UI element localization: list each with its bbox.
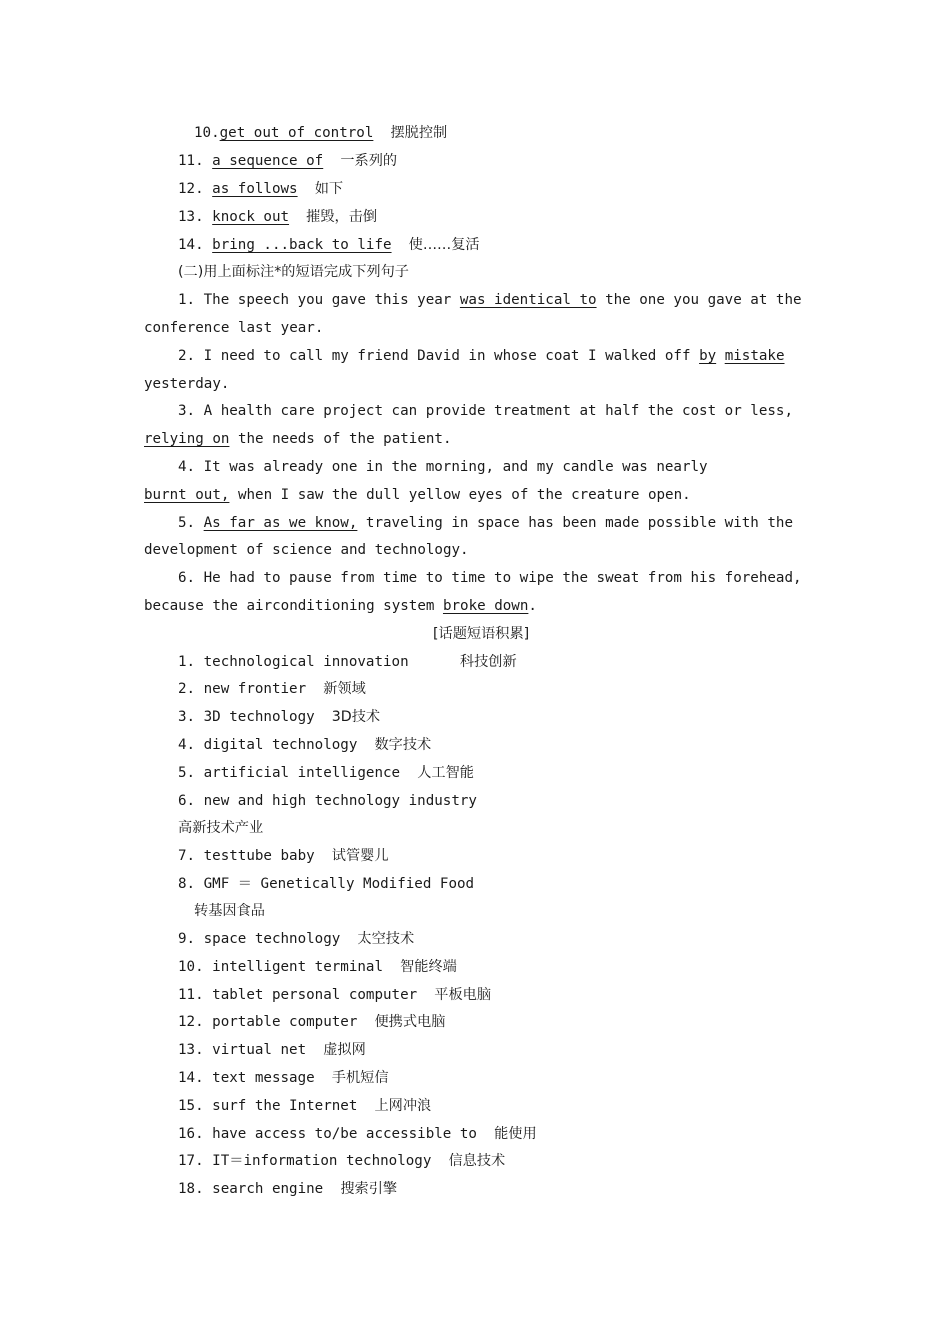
sentence-6-cont: because the airconditioning system broke down. xyxy=(144,598,537,614)
phrase-item-10: 10.get out of control 摆脱控制 xyxy=(194,125,448,141)
topic-item-13: 13. virtual net 虚拟网 xyxy=(178,1042,366,1058)
topic-item-16: 16. have access to/be accessible to 能使用 xyxy=(178,1126,537,1142)
topic-item-2: 2. new frontier 新领域 xyxy=(178,681,366,697)
answer-blank: was identical to xyxy=(459,292,597,308)
topic-item-3: 3. 3D technology 3D技术 xyxy=(178,709,381,725)
topic-item-6-cn: 高新技术产业 xyxy=(178,820,264,836)
answer-blank: mistake xyxy=(724,348,785,364)
topic-item-11: 11. tablet personal computer 平板电脑 xyxy=(178,987,492,1003)
topic-item-8: 8. GMF ＝ Genetically Modified Food xyxy=(178,876,475,892)
sentence-2-cont: yesterday. xyxy=(144,376,230,392)
answer-blank: broke down xyxy=(442,598,529,614)
answer-blank: burnt out, xyxy=(144,487,230,503)
sentence-4-cont: burnt out, when I saw the dull yellow eyes of the creature open. xyxy=(144,487,691,503)
topic-item-5: 5. artificial intelligence 人工智能 xyxy=(178,765,474,781)
topic-item-7: 7. testtube baby 试管婴儿 xyxy=(178,848,389,864)
sentence-5: 5. As far as we know, traveling in space has been made possible with the xyxy=(178,515,794,531)
phrase-item-14: 14. bring ...back to life 使……复活 xyxy=(178,237,480,253)
sentence-1-cont: conference last year. xyxy=(144,320,324,336)
topic-item-18: 18. search engine 搜索引擎 xyxy=(178,1181,398,1197)
sentence-2: 2. I need to call my friend David in whose coat I walked off by mistake xyxy=(178,348,785,364)
phrase-answer: a sequence of xyxy=(212,153,324,169)
sentence-1: 1. The speech you gave this year was identical to the one you gave at the xyxy=(178,292,802,308)
phrase-answer: bring ...back to life xyxy=(212,237,392,253)
sentence-3: 3. A health care project can provide treatment at half the cost or less, xyxy=(178,403,794,419)
topic-item-12: 12. portable computer 便携式电脑 xyxy=(178,1014,446,1030)
topic-item-17: 17. IT＝information technology 信息技术 xyxy=(178,1153,506,1169)
topic-item-1: 1. technological innovation 科技创新 xyxy=(178,654,517,670)
section-title: (二)用上面标注*的短语完成下列句子 xyxy=(178,264,409,280)
topic-item-15: 15. surf the Internet 上网冲浪 xyxy=(178,1098,432,1114)
topic-item-10: 10. intelligent terminal 智能终端 xyxy=(178,959,457,975)
topic-item-6: 6. new and high technology industry xyxy=(178,793,477,809)
topic-item-14: 14. text message 手机短信 xyxy=(178,1070,389,1086)
topic-item-4: 4. digital technology 数字技术 xyxy=(178,737,432,753)
sentence-3-cont: relying on the needs of the patient. xyxy=(144,431,452,447)
phrase-item-12: 12. as follows 如下 xyxy=(178,181,344,197)
phrase-item-13: 13. knock out 摧毁，击倒 xyxy=(178,209,378,225)
topic-item-8-cn: 转基因食品 xyxy=(194,903,265,919)
phrase-answer: knock out xyxy=(212,209,290,225)
answer-blank: by xyxy=(699,348,717,364)
sentence-6: 6. He had to pause from time to time to wipe the sweat from his forehead, xyxy=(178,570,802,586)
answer-blank: As far as we know, xyxy=(203,515,358,531)
sentence-5-cont: development of science and technology. xyxy=(144,542,469,558)
topic-item-9: 9. space technology 太空技术 xyxy=(178,931,415,947)
topic-title: [话题短语积累] xyxy=(433,626,530,642)
sentence-4: 4. It was already one in the morning, and my candle was nearly xyxy=(178,459,708,475)
answer-blank: relying on xyxy=(144,431,230,447)
phrase-answer: get out of control xyxy=(219,125,374,141)
phrase-answer: as follows xyxy=(212,181,298,197)
phrase-item-11: 11. a sequence of 一系列的 xyxy=(178,153,398,169)
